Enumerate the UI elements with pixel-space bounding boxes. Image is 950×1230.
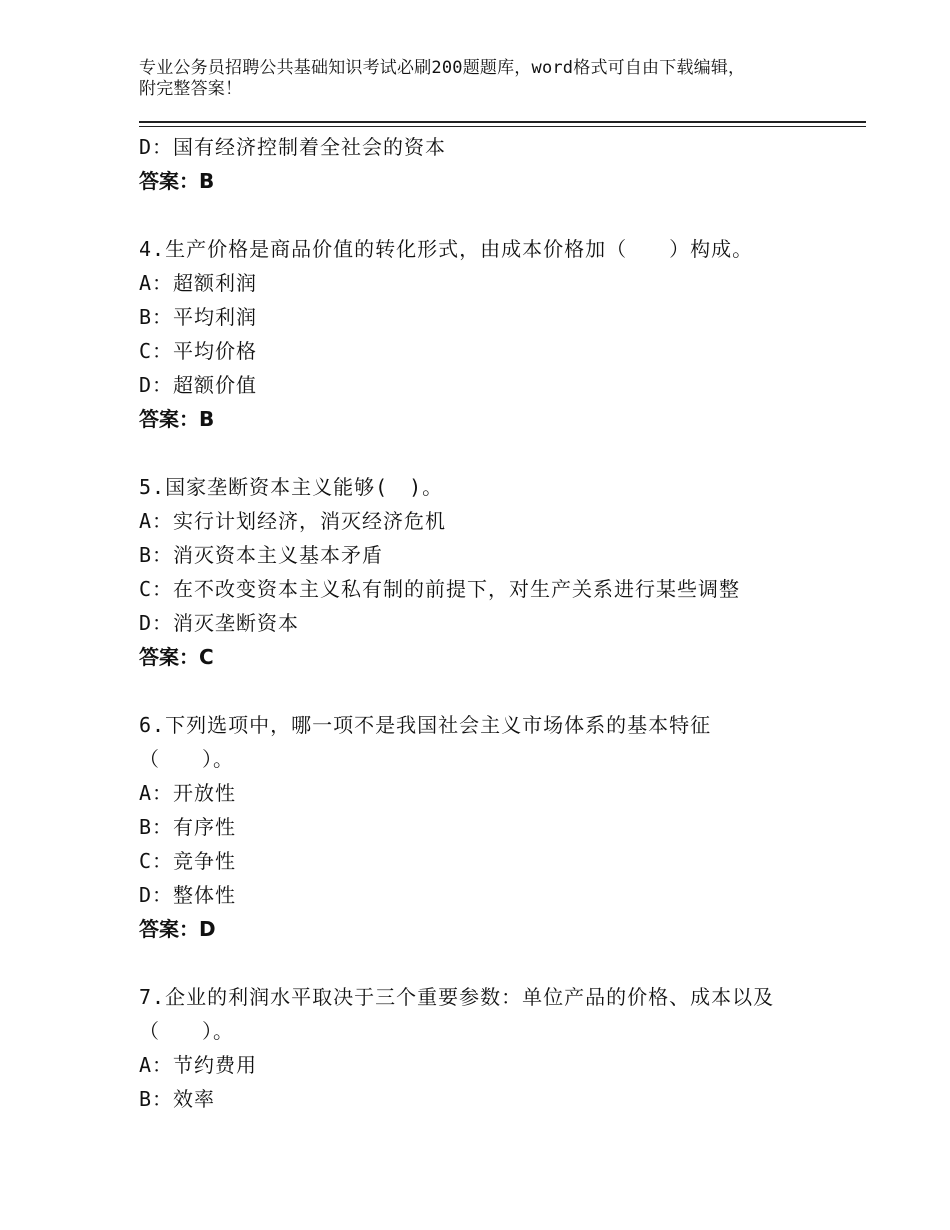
option-d: D：国有经济控制着全社会的资本 [139,135,447,159]
answer-label: 答案： [139,407,199,431]
answer-value: D [199,917,216,941]
option-d: D：超额价值 [139,373,258,397]
option-b: B：平均利润 [139,305,258,329]
question-title: 5.国家垄断资本主义能够( )。 [139,475,444,499]
question-title-continued: （ ）。 [139,747,234,771]
page-header [139,58,839,100]
answer-line [139,640,866,674]
question-block [139,470,866,674]
option-a: A：开放性 [139,781,237,805]
answer-label: 答案： [139,645,199,669]
question-content [139,130,866,1116]
answer-label: 答案： [139,917,199,941]
answer-line [139,912,866,946]
spacer [139,946,866,980]
option-b: B：效率 [139,1087,216,1111]
option-a: A：超额利润 [139,271,258,295]
header-line-1: 专业公务员招聘公共基础知识考试必刷200题题库，word格式可自由下载编辑， [139,58,746,78]
question-title: 4.生产价格是商品价值的转化形式，由成本价格加（ ）构成。 [139,237,754,261]
answer-value: B [199,169,215,193]
header-rule-thin [139,126,866,127]
option-c: C：在不改变资本主义私有制的前提下，对生产关系进行某些调整 [139,577,741,601]
answer-label: 答案： [139,169,199,193]
answer-line [139,402,866,436]
spacer [139,674,866,708]
spacer [139,198,866,232]
option-a: A：实行计划经济，消灭经济危机 [139,509,447,533]
question-title: 7.企业的利润水平取决于三个重要参数：单位产品的价格、成本以及 [139,985,775,1009]
option-d: D：整体性 [139,883,237,907]
question-title-continued: （ ）。 [139,1019,234,1043]
option-b: B：有序性 [139,815,237,839]
answer-value: B [199,407,215,431]
question-block [139,232,866,436]
question-block [139,708,866,946]
option-c: C：竞争性 [139,849,237,873]
option-d: D：消灭垄断资本 [139,611,300,635]
option-c: C：平均价格 [139,339,258,363]
spacer [139,436,866,470]
header-line-2: 附完整答案！ [139,79,243,99]
option-a: A：节约费用 [139,1053,258,1077]
answer-value: C [199,645,214,669]
question-title: 6.下列选项中，哪一项不是我国社会主义市场体系的基本特征 [139,713,712,737]
option-b: B：消灭资本主义基本矛盾 [139,543,384,567]
header-rule-thick [139,121,866,123]
answer-line [139,164,866,198]
question-block [139,980,866,1116]
